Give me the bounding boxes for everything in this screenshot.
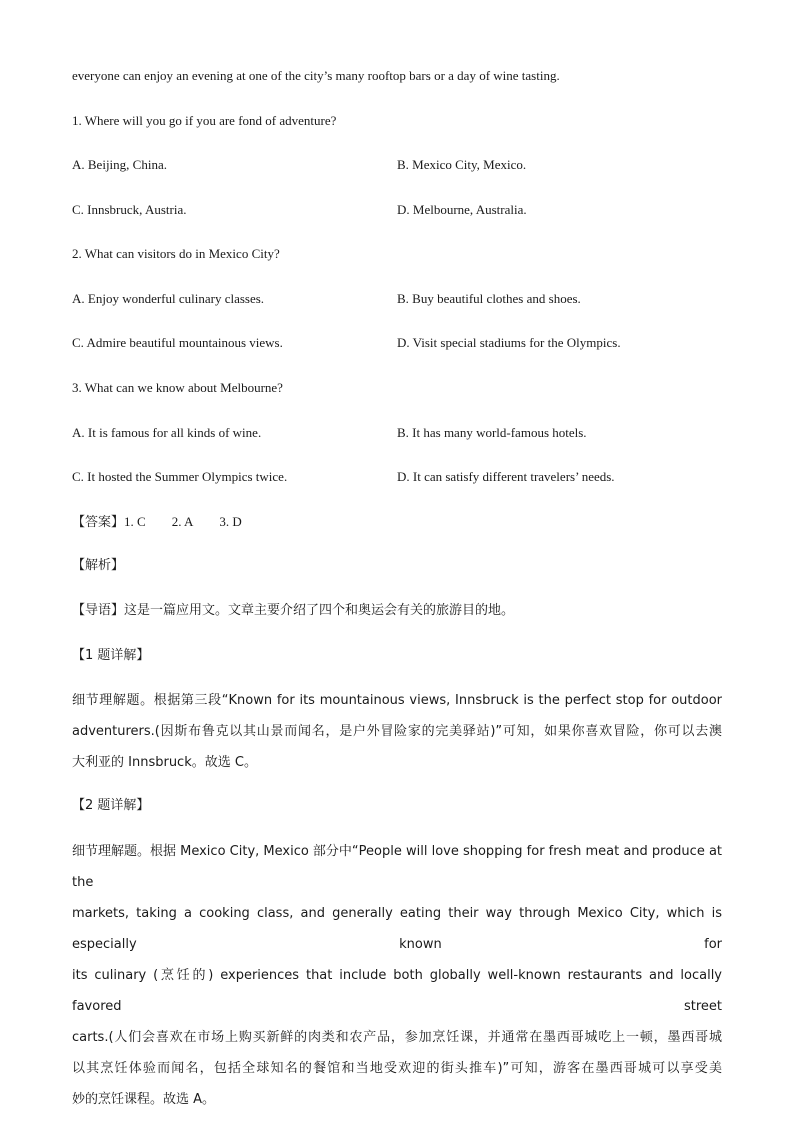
q2-option-c: C. Admire beautiful mountainous views.: [72, 335, 283, 350]
question-1-stem: 1. Where will you go if you are fond of adventure?: [72, 113, 337, 128]
question-3-stem: 3. What can we know about Melbourne?: [72, 380, 283, 395]
answer-item: 1. C: [124, 514, 146, 529]
answer-label: 【答案】: [72, 515, 125, 530]
q3-option-b: B. It has many world-famous hotels.: [397, 425, 587, 440]
detail-2-line: 妙的烹饪课程。故选 A。: [72, 1092, 216, 1107]
analysis-label: 【解析】: [72, 558, 125, 573]
detail-2-line: its culinary (烹饪的) experiences that include both globally well-known restaurants and locally favored street: [72, 968, 722, 1014]
question-2-stem: 2. What can visitors do in Mexico City?: [72, 246, 280, 261]
detail-2-line: 细节理解题。根据 Mexico City, Mexico 部分中“People will love shopping for fresh meat and produce at the: [72, 844, 723, 890]
intro-line: everyone can enjoy an evening at one of the city’s many rooftop bars or a day of wine tasting.: [72, 68, 560, 83]
detail-2-body: [72, 836, 722, 1115]
q1-option-d: D. Melbourne, Australia.: [397, 202, 527, 217]
q3-option-c: C. It hosted the Summer Olympics twice.: [72, 469, 288, 484]
answer-item: 3. D: [219, 514, 242, 529]
q3-option-a: A. It is famous for all kinds of wine.: [72, 425, 262, 440]
detail-1-heading: 【1 题详解】: [72, 648, 150, 663]
guide-text: 【导语】这是一篇应用文。文章主要介绍了四个和奥运会有关的旅游目的地。: [72, 603, 515, 618]
answer-item: 2. A: [171, 514, 194, 529]
answer-line: [72, 514, 268, 531]
detail-2-line: markets, taking a cooking class, and generally eating their way through Mexico City, which is especially known for: [72, 906, 722, 952]
detail-1-line: 大利亚的 Innsbruck。故选 C。: [72, 755, 257, 770]
q1-option-b: B. Mexico City, Mexico.: [397, 157, 527, 172]
detail-1-line: adventurers.(因斯布鲁克以其山景而闻名，是户外冒险家的完美驿站)”可知，如果你喜欢冒险，你可以去澳: [72, 724, 722, 739]
detail-1-line: 细节理解题。根据第三段“Known for its mountainous views, Innsbruck is the perfect stop for outdoor: [72, 693, 722, 708]
detail-1-body: [72, 685, 722, 778]
q1-option-c: C. Innsbruck, Austria.: [72, 202, 187, 217]
detail-2-line: 以其烹饪体验而闻名，包括全球知名的餐馆和当地受欢迎的街头推车)”可知，游客在墨西哥城可以享受美: [72, 1061, 722, 1076]
q1-option-a: A. Beijing, China.: [72, 157, 167, 172]
q2-option-a: A. Enjoy wonderful culinary classes.: [72, 291, 265, 306]
q2-option-b: B. Buy beautiful clothes and shoes.: [397, 291, 581, 306]
q3-option-d: D. It can satisfy different travelers’ needs.: [397, 469, 615, 484]
detail-2-line: carts.(人们会喜欢在市场上购买新鲜的肉类和农产品，参加烹饪课，并通常在墨西哥城吃上一顿，墨西哥城: [72, 1030, 722, 1045]
detail-2-heading: 【2 题详解】: [72, 798, 150, 813]
q2-option-d: D. Visit special stadiums for the Olympics.: [397, 335, 621, 350]
